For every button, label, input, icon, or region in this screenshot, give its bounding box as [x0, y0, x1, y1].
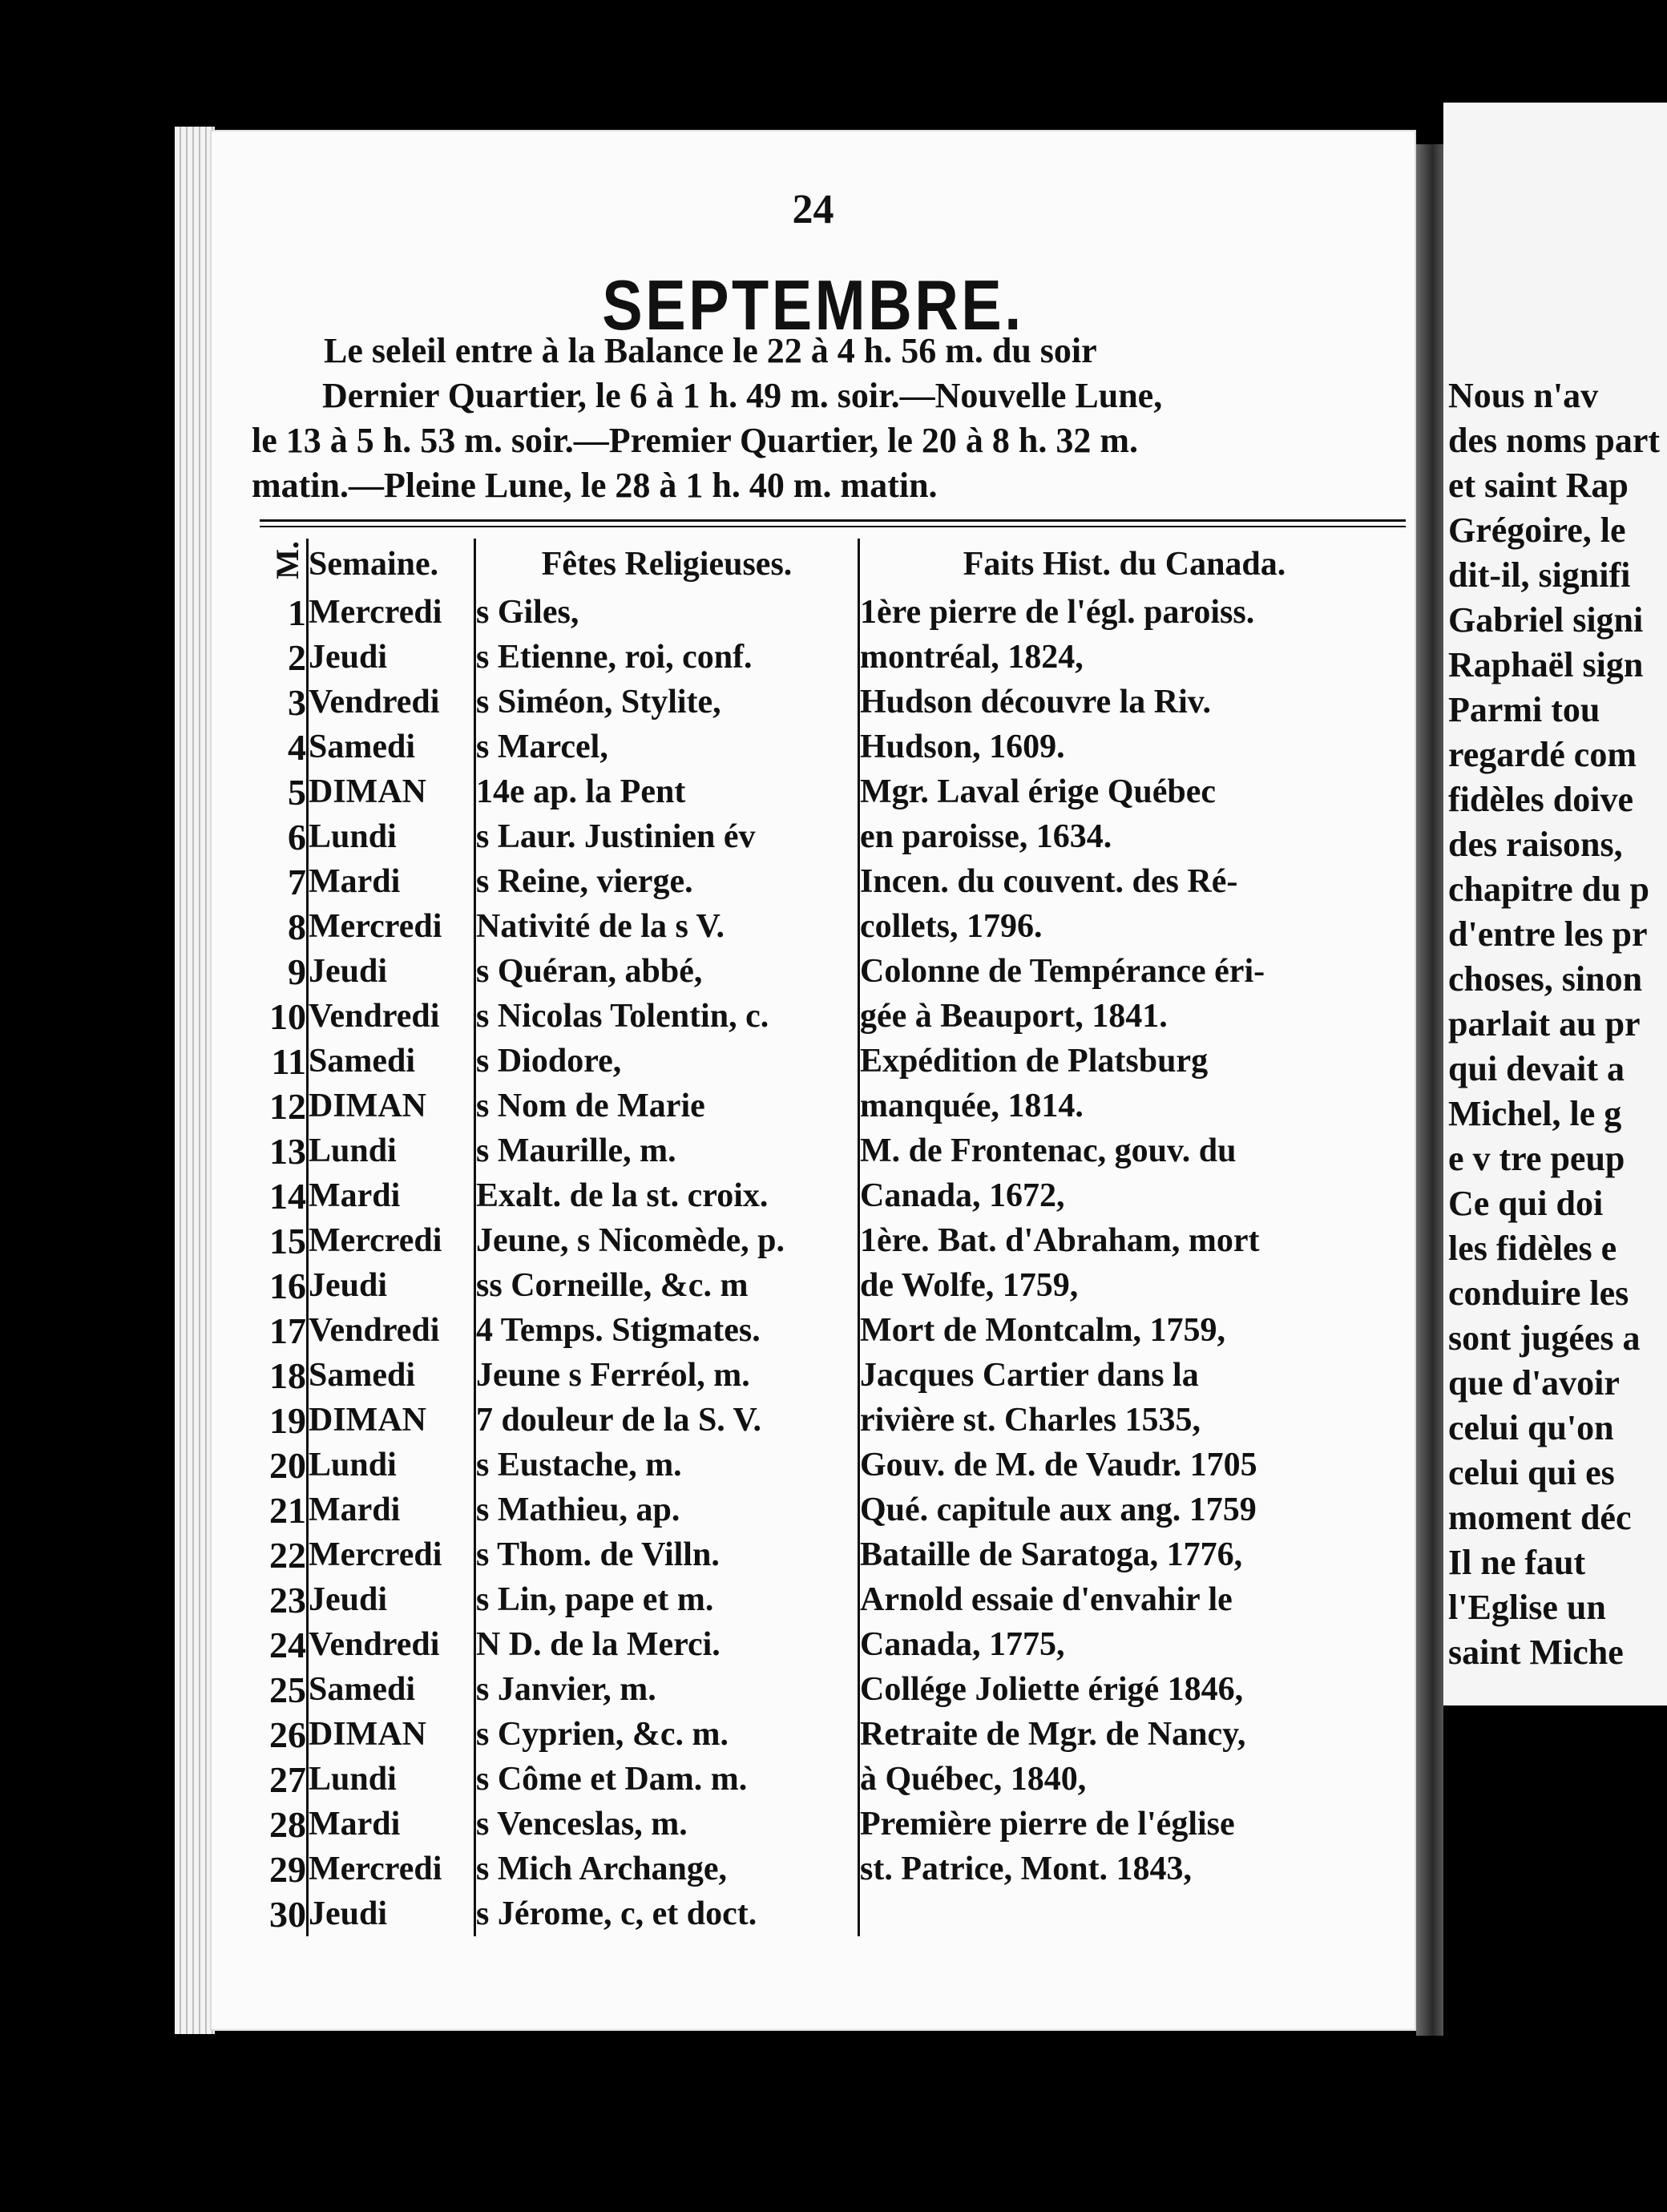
historical-fact: gée à Beauport, 1841. — [860, 998, 1168, 1035]
religious-feast: s Eustache, m. — [475, 1443, 859, 1487]
table-row — [256, 1757, 1389, 1802]
day-number: 29 — [256, 1847, 308, 1891]
right-page-fragment — [1443, 103, 1667, 1705]
day-number: 5 — [256, 769, 308, 814]
right-page-line: conduire les — [1448, 1274, 1629, 1313]
weekday: DIMAN — [308, 769, 475, 814]
historical-fact: Arnold essaie d'envahir le — [860, 1581, 1233, 1618]
religious-feast: s Siméon, Stylite, — [475, 680, 859, 725]
historical-fact: Hudson, 1609. — [860, 729, 1065, 765]
weekday: DIMAN — [308, 1398, 475, 1443]
religious-feast: Exalt. de la st. croix. — [475, 1173, 859, 1218]
weekday: DIMAN — [308, 1084, 475, 1128]
religious-feast: s Lin, pape et m. — [475, 1577, 859, 1622]
day-number: 30 — [256, 1891, 308, 1936]
historical-fact: Expédition de Platsburg — [860, 1043, 1209, 1080]
weekday: Lundi — [308, 1128, 475, 1173]
table-row — [256, 1802, 1389, 1847]
right-page-line: d'entre les pr — [1448, 914, 1648, 954]
col-header-fete: Fêtes Religieuses. — [475, 539, 859, 590]
right-page-line: Grégoire, le — [1448, 511, 1626, 550]
table-row — [256, 680, 1389, 725]
table-row — [256, 1128, 1389, 1173]
religious-feast: s Maurille, m. — [475, 1128, 859, 1173]
table-row — [256, 1622, 1389, 1667]
right-page-line: des raisons, — [1448, 825, 1623, 864]
historical-fact: Gouv. de M. de Vaudr. 1705 — [860, 1447, 1257, 1483]
historical-fact: Collége Joliette érigé 1846, — [860, 1671, 1244, 1708]
historical-fact: montréal, 1824, — [860, 639, 1084, 676]
day-number: 22 — [256, 1532, 308, 1577]
historical-fact: Canada, 1775, — [860, 1626, 1065, 1663]
table-row — [256, 635, 1389, 680]
col-header-day: Semaine. — [308, 539, 475, 590]
table-row — [256, 1173, 1389, 1218]
religious-feast: ss Corneille, &c. m — [475, 1263, 859, 1308]
weekday: Vendredi — [308, 1622, 475, 1667]
day-number: 21 — [256, 1487, 308, 1532]
religious-feast: s Mathieu, ap. — [475, 1487, 859, 1532]
weekday: Jeudi — [308, 1891, 475, 1936]
religious-feast: Jeune, s Nicomède, p. — [475, 1218, 859, 1263]
weekday: DIMAN — [308, 1712, 475, 1757]
religious-feast: s Giles, — [475, 590, 859, 635]
right-page-line: e v tre peup — [1448, 1139, 1625, 1178]
table-row — [256, 1712, 1389, 1757]
book-page-edges — [175, 127, 215, 2034]
historical-fact: de Wolfe, 1759, — [860, 1267, 1079, 1304]
religious-feast: 14e ap. la Pent — [475, 769, 859, 814]
historical-fact: Retraite de Mgr. de Nancy, — [860, 1716, 1246, 1753]
religious-feast: s Cyprien, &c. m. — [475, 1712, 859, 1757]
table-row — [256, 1308, 1389, 1353]
weekday: Jeudi — [308, 1577, 475, 1622]
religious-feast: s Nicolas Tolentin, c. — [475, 994, 859, 1039]
header-rule — [260, 519, 1406, 522]
right-page-line: dit-il, signifi — [1448, 555, 1631, 595]
day-number: 20 — [256, 1443, 308, 1487]
historical-fact: Jacques Cartier dans la — [860, 1357, 1199, 1394]
book-gutter — [1416, 144, 1443, 2036]
right-page-line: Il ne faut — [1448, 1543, 1586, 1582]
table-row — [256, 769, 1389, 814]
day-number: 12 — [256, 1084, 308, 1128]
day-number: 19 — [256, 1398, 308, 1443]
religious-feast: s Etienne, roi, conf. — [475, 635, 859, 680]
right-page-line: Gabriel signi — [1448, 600, 1644, 640]
day-number: 6 — [256, 814, 308, 859]
right-page-line: et saint Rap — [1448, 466, 1629, 505]
intro-line: Dernier Quartier, le 6 à 1 h. 49 m. soir.—Nouvelle Lune, — [322, 376, 1163, 415]
right-page-line: Ce qui doi — [1448, 1184, 1604, 1223]
weekday: Vendredi — [308, 1308, 475, 1353]
right-page-line: l'Eglise un — [1448, 1588, 1606, 1627]
weekday: Lundi — [308, 814, 475, 859]
weekday: Mercredi — [308, 904, 475, 949]
historical-fact: Incen. du couvent. des Ré- — [860, 863, 1238, 900]
historical-fact: à Québec, 1840, — [860, 1761, 1087, 1798]
weekday: Lundi — [308, 1757, 475, 1802]
weekday: Mardi — [308, 1173, 475, 1218]
day-number: 24 — [256, 1622, 308, 1667]
table-row — [256, 590, 1389, 635]
historical-fact: Mgr. Laval érige Québec — [860, 773, 1217, 810]
historical-fact: Mort de Montcalm, 1759, — [860, 1312, 1226, 1349]
weekday: Vendredi — [308, 680, 475, 725]
historical-fact: collets, 1796. — [860, 908, 1043, 945]
right-page-line: les fidèles e — [1448, 1229, 1617, 1268]
historical-fact: Bataille de Saratoga, 1776, — [860, 1536, 1243, 1573]
right-page-line: parlait au pr — [1448, 1004, 1641, 1043]
day-number: 7 — [256, 859, 308, 904]
table-row — [256, 1398, 1389, 1443]
right-page-line: Raphaël sign — [1448, 645, 1644, 684]
religious-feast: 4 Temps. Stigmates. — [475, 1308, 859, 1353]
religious-feast: s Quéran, abbé, — [475, 949, 859, 994]
historical-fact: Colonne de Tempérance éri- — [860, 953, 1265, 990]
table-row — [256, 1532, 1389, 1577]
right-page-line: regardé com — [1448, 735, 1637, 774]
historical-fact: Première pierre de l'église — [860, 1806, 1235, 1843]
calendar-table — [256, 539, 1389, 1936]
table-row — [256, 1353, 1389, 1398]
day-number: 8 — [256, 904, 308, 949]
table-row — [256, 949, 1389, 994]
month-title: SEPTEMBRE. — [602, 265, 1024, 345]
col-header-hist: Faits Hist. du Canada. — [963, 546, 1286, 583]
religious-feast: s Nom de Marie — [475, 1084, 859, 1128]
religious-feast: Nativité de la s V. — [475, 904, 859, 949]
right-page-line: moment déc — [1448, 1498, 1632, 1537]
historical-fact: st. Patrice, Mont. 1843, — [860, 1851, 1193, 1887]
right-page-line: chapitre du p — [1448, 870, 1650, 909]
right-page-line: sont jugées a — [1448, 1318, 1641, 1358]
weekday: Mardi — [308, 1487, 475, 1532]
weekday: Samedi — [308, 1039, 475, 1084]
right-page-line: Michel, le g — [1448, 1094, 1622, 1133]
day-number: 1 — [256, 590, 308, 635]
weekday: Samedi — [308, 1667, 475, 1712]
religious-feast: N D. de la Merci. — [475, 1622, 859, 1667]
col-header-num: M. — [256, 539, 308, 590]
table-row — [256, 904, 1389, 949]
header-rule — [260, 526, 1406, 527]
religious-feast: s Marcel, — [475, 725, 859, 769]
table-row — [256, 1891, 1389, 1936]
right-page-line: qui devait a — [1448, 1049, 1625, 1088]
historical-fact: Hudson découvre la Riv. — [860, 684, 1211, 721]
intro-line: matin.—Pleine Lune, le 28 à 1 h. 40 m. matin. — [252, 466, 938, 505]
day-number: 14 — [256, 1173, 308, 1218]
table-row — [256, 1084, 1389, 1128]
weekday: Mardi — [308, 1802, 475, 1847]
religious-feast: Jeune s Ferréol, m. — [475, 1353, 859, 1398]
historical-fact: rivière st. Charles 1535, — [860, 1402, 1201, 1439]
right-page-line: fidèles doive — [1448, 780, 1633, 819]
table-row — [256, 859, 1389, 904]
weekday: Vendredi — [308, 994, 475, 1039]
right-page-line: celui qu'on — [1448, 1408, 1614, 1447]
right-page-line: des noms part — [1448, 421, 1661, 460]
weekday: Samedi — [308, 725, 475, 769]
right-page-line: saint Miche — [1448, 1633, 1624, 1672]
moon-phases-intro — [252, 329, 1398, 508]
intro-line: le 13 à 5 h. 53 m. soir.—Premier Quartier, le 20 à 8 h. 32 m. — [252, 421, 1138, 460]
right-page-line: choses, sinon — [1448, 959, 1643, 999]
day-number: 4 — [256, 725, 308, 769]
religious-feast: 7 douleur de la S. V. — [475, 1398, 859, 1443]
historical-fact: M. de Frontenac, gouv. du — [860, 1132, 1237, 1169]
day-number: 15 — [256, 1218, 308, 1263]
religious-feast: s Mich Archange, — [475, 1847, 859, 1891]
day-number: 23 — [256, 1577, 308, 1622]
historical-fact: Canada, 1672, — [860, 1177, 1065, 1214]
weekday: Mercredi — [308, 590, 475, 635]
weekday: Jeudi — [308, 635, 475, 680]
table-row — [256, 1577, 1389, 1622]
right-page-line: Parmi tou — [1448, 690, 1600, 729]
left-page — [210, 130, 1416, 2031]
weekday: Mercredi — [308, 1532, 475, 1577]
day-number: 26 — [256, 1712, 308, 1757]
weekday: Samedi — [308, 1353, 475, 1398]
table-row — [256, 814, 1389, 859]
weekday: Mercredi — [308, 1847, 475, 1891]
religious-feast: s Reine, vierge. — [475, 859, 859, 904]
historical-fact: manquée, 1814. — [860, 1088, 1084, 1124]
table-row — [256, 1443, 1389, 1487]
historical-fact: 1ère. Bat. d'Abraham, mort — [860, 1222, 1260, 1259]
day-number: 2 — [256, 635, 308, 680]
religious-feast: s Venceslas, m. — [475, 1802, 859, 1847]
religious-feast: s Laur. Justinien év — [475, 814, 859, 859]
right-page-line: Nous n'av — [1448, 376, 1599, 415]
day-number: 27 — [256, 1757, 308, 1802]
page-number: 24 — [792, 187, 834, 232]
table-header-row — [256, 539, 1389, 590]
weekday: Jeudi — [308, 1263, 475, 1308]
day-number: 11 — [256, 1039, 308, 1084]
weekday: Mardi — [308, 859, 475, 904]
day-number: 3 — [256, 680, 308, 725]
religious-feast: s Jérome, c, et doct. — [475, 1891, 859, 1936]
historical-fact: en paroisse, 1634. — [860, 818, 1112, 855]
table-row — [256, 1218, 1389, 1263]
day-number: 9 — [256, 949, 308, 994]
day-number: 25 — [256, 1667, 308, 1712]
weekday: Jeudi — [308, 949, 475, 994]
table-row — [256, 1847, 1389, 1891]
historical-fact — [859, 1891, 1390, 1936]
day-number: 16 — [256, 1263, 308, 1308]
day-number: 10 — [256, 994, 308, 1039]
table-row — [256, 725, 1389, 769]
day-number: 13 — [256, 1128, 308, 1173]
table-row — [256, 1667, 1389, 1712]
table-row — [256, 994, 1389, 1039]
intro-line: Le seleil entre à la Balance le 22 à 4 h. 56 m. du soir — [324, 331, 1097, 370]
historical-fact: Qué. capitule aux ang. 1759 — [860, 1491, 1257, 1528]
religious-feast: s Thom. de Villn. — [475, 1532, 859, 1577]
right-page-line: que d'avoir — [1448, 1363, 1620, 1403]
table-row — [256, 1263, 1389, 1308]
religious-feast: s Diodore, — [475, 1039, 859, 1084]
religious-feast: s Côme et Dam. m. — [475, 1757, 859, 1802]
table-row — [256, 1039, 1389, 1084]
historical-fact: 1ère pierre de l'égl. paroiss. — [860, 594, 1255, 631]
weekday: Mercredi — [308, 1218, 475, 1263]
table-row — [256, 1487, 1389, 1532]
religious-feast: s Janvier, m. — [475, 1667, 859, 1712]
day-number: 28 — [256, 1802, 308, 1847]
day-number: 17 — [256, 1308, 308, 1353]
right-page-line: celui qui es — [1448, 1453, 1615, 1492]
day-number: 18 — [256, 1353, 308, 1398]
weekday: Lundi — [308, 1443, 475, 1487]
